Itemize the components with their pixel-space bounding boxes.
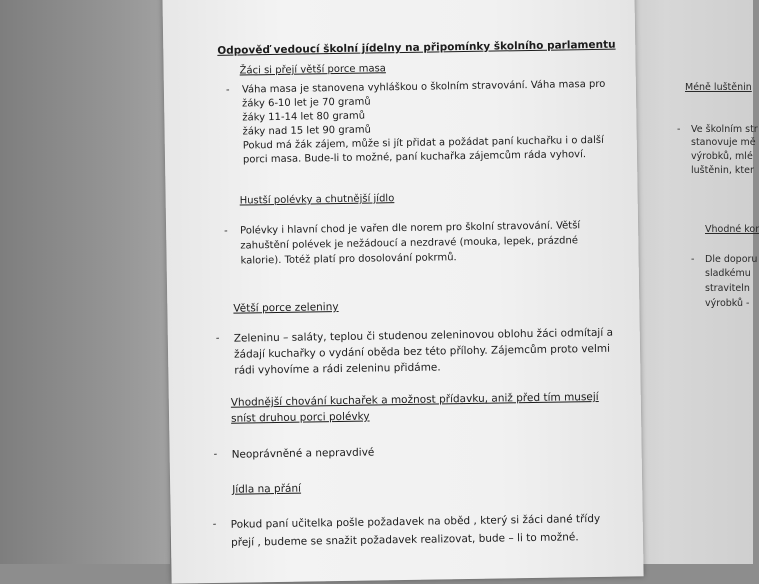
section-1-line-6: porci masa. Bude-li to možné, paní kuchařka zájemcům ráda vyhoví. — [242, 149, 587, 166]
section-2-line-2: zahuštění polévek je nežádoucí a nezdravé (mouka, lepek, prázdné — [240, 235, 579, 252]
section-3-line-3: rádi vyhovíme a rádi zeleninu přidáme. — [234, 361, 441, 377]
right-bullet-1: - — [677, 124, 681, 135]
document-title: Odpověď vedoucí školní jídelny na připomínky školního parlamentu — [217, 38, 616, 57]
right-para-1-line-3: výrobků, mlé — [691, 151, 753, 162]
section-5-heading: Jídla na přání — [232, 482, 302, 496]
right-bullet-2: - — [691, 254, 695, 265]
section-5-bullet: - — [212, 518, 217, 531]
section-5-line-2: přejí , budeme se snažit požadavek realizovat, bude – li to možné. — [230, 531, 579, 549]
section-1-line-3: žáky 11-14 let 80 gramů — [242, 110, 366, 124]
right-para-2-line-4: výrobků - — [705, 298, 750, 309]
background-left — [0, 0, 170, 564]
right-para-1-line-1: Ve školním str — [691, 124, 758, 135]
right-para-2-line-3: straviteln — [705, 283, 750, 294]
section-3-bullet: - — [215, 332, 220, 344]
section-1-bullet: - — [225, 84, 230, 96]
right-heading-1: Méně luštěnin — [685, 82, 752, 93]
section-2-line-1: Polévky i hlavní chod je vařen dle norem pro školní stravování. Větší — [240, 220, 581, 237]
right-para-2-line-2: sladkému — [705, 268, 751, 279]
section-1-line-1: Váha masa je stanovena vyhláškou o školním stravování. Váha masa pro — [241, 78, 606, 96]
section-1-line-5: Pokud má žák zájem, může si jít přidat a požádat paní kuchařku i o další — [242, 134, 604, 152]
right-para-1-line-2: stanovuje mě — [691, 137, 756, 148]
section-1-heading: Žáci si přejí větší porce masa — [239, 63, 386, 77]
section-1-line-2: žáky 6-10 let je 70 gramů — [242, 96, 371, 110]
section-3-line-2: žádají kuchařky o vydání oběda bez této přílohy. Zájemcům proto velmi — [233, 342, 611, 361]
right-para-1-line-4: luštěnin, kter — [691, 165, 754, 176]
section-4-heading-line-1: Vhodnější chování kuchařek a možnost přídavku, aniž před tím musejí — [230, 390, 599, 409]
section-3-line-1: Zeleninu – saláty, teplou či studenou zeleninovou oblohu žáci odmítají a — [233, 326, 614, 345]
section-2-heading: Hustší polévky a chutnější jídlo — [239, 193, 395, 207]
main-paper-sheet — [162, 0, 643, 584]
section-4-bullet: - — [213, 448, 218, 460]
section-4-line-1: Neoprávněné a nepravdivé — [231, 446, 375, 461]
section-3-heading: Větší porce zeleniny — [233, 301, 339, 315]
section-4-heading-line-2: sníst druhou porci polévky — [230, 410, 370, 425]
section-5-line-1: Pokud paní učitelka pošle požadavek na oběd , který si žáci dané třídy — [230, 512, 601, 531]
section-2-line-3: kalorie). Totéž platí pro dosolování pokrmů. — [240, 252, 457, 267]
section-2-bullet: - — [224, 225, 228, 237]
right-para-2-line-1: Dle doporu — [705, 254, 758, 265]
section-1-line-4: žáky nad 15 let 90 gramů — [242, 124, 372, 138]
right-heading-2: Vhodné kor — [705, 224, 759, 235]
